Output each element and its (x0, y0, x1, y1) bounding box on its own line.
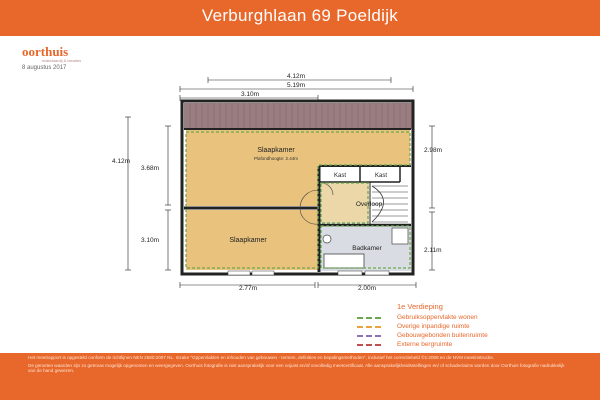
legend-label: Overige inpandige ruimte (397, 323, 470, 330)
legend-swatch-red (357, 344, 381, 346)
slaapkamer-front-floor-lower (186, 166, 318, 206)
disclaimer-line-2: De gemeten waarden zijn zo getrouw mogelijk opgenomen en weergegeven. Oorthuis fotografie is niet aansprakelijk voor een onjuist en/of onvolledig meetcertificaat. Alle aansprakelijkheidsstellingen en/ of schadeclaims worden door Oorthuis fotografie nadrukkelijk van de hand gewezen. (28, 362, 565, 374)
disclaimer-line-1: Het meetrapport is opgesteld conform de richtlijnen NEN 2580:2007 NL. Inzake "Oppervlakten en inhouden van gebouwen - termen, definities en bepalingsmethoden", inclusief het correctiebeld ©1:2008 en de NVM meetinstructie. (28, 355, 495, 360)
legend-label: Gebouwgebonden buitenruimte (397, 332, 488, 339)
logo-tagline: makelaardij & taxaties (42, 58, 82, 63)
room-label-kast-1: Kast (333, 173, 347, 179)
dim-bottom-left: 2.77m (238, 285, 258, 292)
legend-label: Externe bergruimte (397, 341, 453, 348)
room-label-badkamer: Badkamer (352, 245, 382, 252)
dim-left-lower: 3.10m (141, 237, 160, 244)
room-label-overloop: Overloop (355, 201, 383, 208)
dim-bottom-right: 2.00m (357, 285, 377, 292)
legend-title: 1e Verdieping (397, 302, 443, 311)
legend-swatch-purple (357, 335, 381, 337)
legend-item-gebruiksoppervlakte (357, 314, 597, 322)
sink (323, 235, 331, 243)
dim-top-inner: 3.10m (240, 91, 260, 98)
dim-top-total: 5.19m (286, 82, 306, 89)
disclaimer (28, 355, 568, 376)
room-label-kast-2: Kast (374, 173, 388, 179)
bathtub (324, 254, 364, 268)
logo-wordmark: oorthuis (22, 44, 69, 59)
shower (392, 228, 408, 244)
dim-left-upper: 3.68m (141, 165, 160, 172)
room-label-slaapkamer-back: Slaapkamer (229, 237, 267, 244)
dim-right-upper: 2.98m (424, 147, 443, 154)
legend-item-overige (357, 323, 597, 331)
dim-left-outer: 4.12m (112, 158, 131, 165)
legend-swatch-orange (357, 326, 381, 328)
dim-right-lower: 2.11m (424, 247, 442, 254)
legend-item-bergruimte (357, 341, 597, 349)
ceiling-height-label: Plafondhoogte: 2.44m (253, 156, 299, 161)
legend-label: Gebruiksoppervlakte wonen (397, 314, 478, 321)
room-label-slaapkamer-front: Slaapkamer (257, 147, 295, 154)
legend-item-buitenruimte (357, 332, 597, 340)
footer-bar (0, 353, 600, 400)
dim-top-outer: 4.12m (286, 73, 306, 80)
legend-swatch-green (357, 317, 381, 319)
report-date: 8 augustus 2017 (22, 65, 67, 71)
page-title: Verburghlaan 69 Poeldijk (201, 6, 399, 25)
